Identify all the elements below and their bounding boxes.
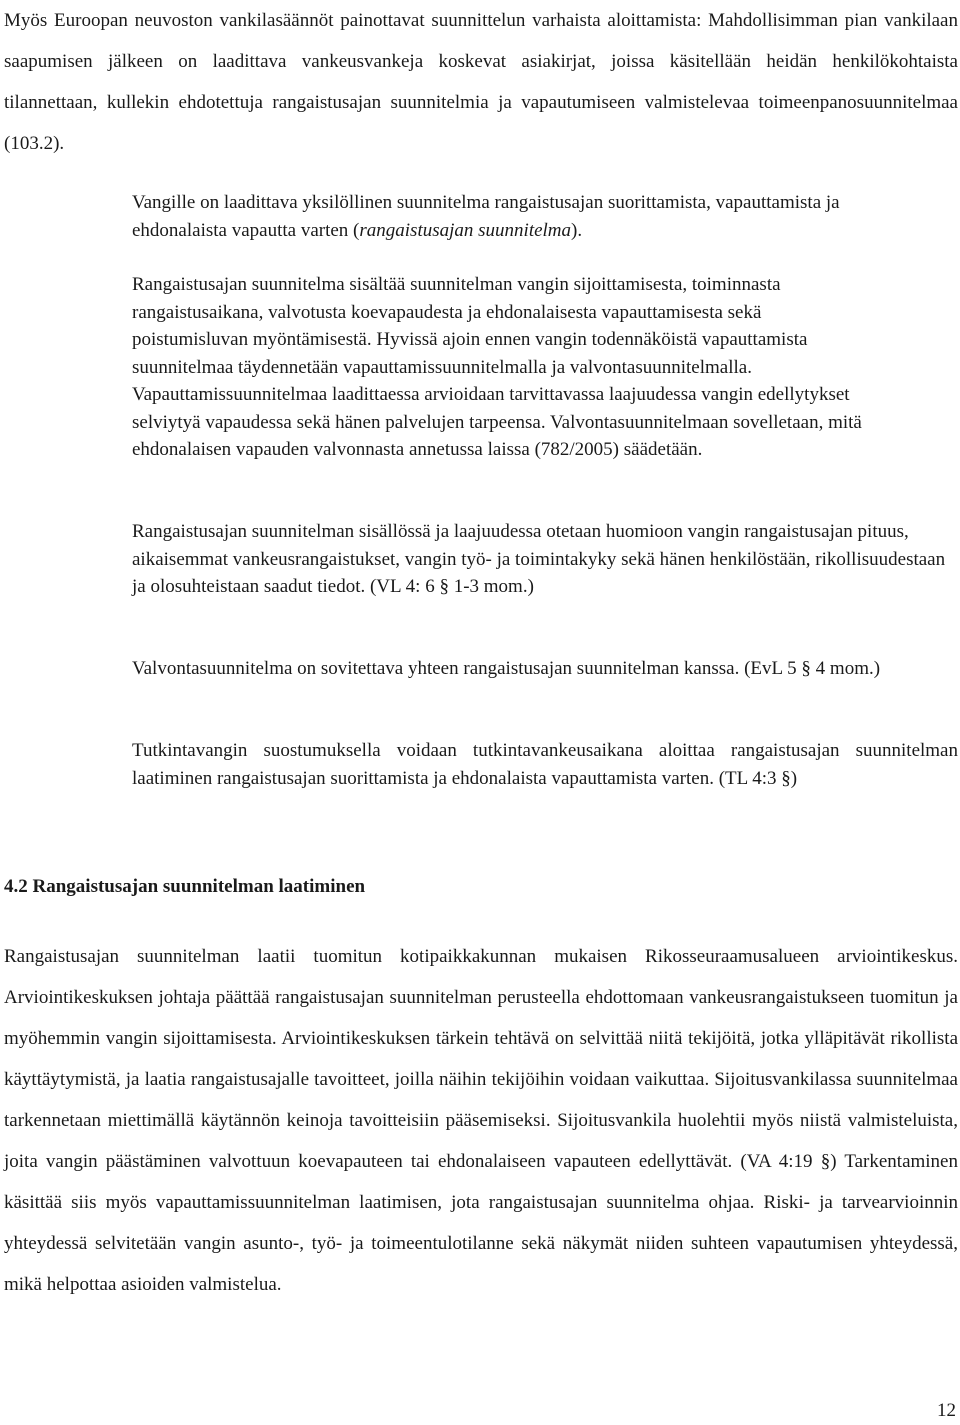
section-heading: 4.2 Rangaistusajan suunnitelman laatiminen bbox=[4, 876, 366, 897]
quote-text: Vangille on laadittava yksilöllinen suunnitelma rangaistusajan suorittamista, vapauttamista ja ehdonalaista vapautta varten ( bbox=[132, 192, 840, 241]
quoted-paragraph-plan-contents: Rangaistusajan suunnitelma sisältää suunnitelman vangin sijoittamisesta, toiminnasta rangaistusaikana, valvotusta koevapaudesta ja ehdonalaisesta vapauttamisesta sekä poistumisluvan myöntämisestä. Hyvissä ajoin ennen vangin todennäköistä vapauttamista suunnitelmaa täydennetään vapauttamissuunnitelmalla ja valvontasuunnitelmalla. Vapauttamissuunnitelmaa laadittaessa arvioidaan tarvittavassa laajuudessa vangin edellytykset selviytyä vapaudessa sekä hänen palvelujen tarpeensa. Valvontasuunnitelmaan sovelletaan, mitä ehdonalaisen vapauden valvonnasta annetussa laissa (782/2005) säädetään. bbox=[132, 274, 862, 460]
paragraph-supervision-plan: Valvontasuunnitelma on sovitettava yhteen rangaistusajan suunnitelman kanssa. (EvL 5 § 4 mom.) bbox=[132, 658, 881, 679]
quote-text-end: ). bbox=[571, 219, 583, 241]
quoted-paragraph-plan-definition bbox=[132, 189, 872, 244]
paragraph-plan-scope: Rangaistusajan suunnitelman sisällössä ja laajuudessa otetaan huomioon vangin rangaistusajan pituus, aikaisemmat vankeusrangaistukset, vangin työ- ja toimintakyky sekä hänen henkilöstään, rikollisuudestaan ja olosuhteistaan saadut tiedot. (VL 4: 6 § 1-3 mom.) bbox=[132, 521, 946, 597]
intro-paragraph: Myös Euroopan neuvoston vankilasäännöt painottavat suunnittelun varhaista aloittamista: Mahdollisimman pian vankilaan saapumisen jälkeen on laadittava vankeusvankeja koskevat asiakirjat, joissa käsitellään heidän henkilökohtaista tilannettaan, kullekin ehdotettuja rangaistusajan suunnitelmia ja vapautumiseen valmistelevaa toimeenpanosuunnitelmaa (103.2). bbox=[4, 10, 958, 154]
section-body-paragraph: Rangaistusajan suunnitelman laatii tuomitun kotipaikkakunnan mukaisen Rikosseuraamusalueen arviointikeskus. Arviointikeskuksen johtaja päättää rangaistusajan suunnitelman perusteella ehdottomaan vankeusrangaistukseen tuomitun ja myöhemmin vangin sijoittamisesta. Arviointikeskuksen tärkein tehtävä on selvittää niitä tekijöitä, jotka ylläpitävät rikollista käyttäytymistä, ja laatia rangaistusajalle tavoitteet, joilla näihin tekijöihin voidaan vaikuttaa. Sijoitusvankilassa suunnitelmaa tarkennetaan miettimällä käytännön keinoja tavoitteisiin pääsemiseksi. Sijoitusvankila huolehtii myös niistä valmisteluista, joita vangin päästäminen valvottuun koevapauteen tai ehdonalaiseen vapauteen edellyttävät. (VA 4:19 §) Tarkentaminen käsittää siis myös vapauttamissuunnitelman laatimisen, jota rangaistusajan suunnitelma ohjaa. Riski- ja tarvearvioinnin yhteydessä selvitetään vangin asunto-, työ- ja toimeentulotilanne sekä näkymät niiden suhteen vapautumisen yhteydessä, mikä helpottaa asioiden valmistelua. bbox=[4, 946, 958, 1295]
page-number: 12 bbox=[937, 1400, 956, 1421]
quote-emphasis: rangaistusajan suunnitelma bbox=[359, 219, 572, 241]
paragraph-remand-prisoner: Tutkintavangin suostumuksella voidaan tutkintavankeusaikana aloittaa rangaistusajan suunnitelman laatiminen rangaistusajan suorittamista ja ehdonalaista vapauttamista varten. (TL 4:3 §) bbox=[132, 740, 958, 789]
